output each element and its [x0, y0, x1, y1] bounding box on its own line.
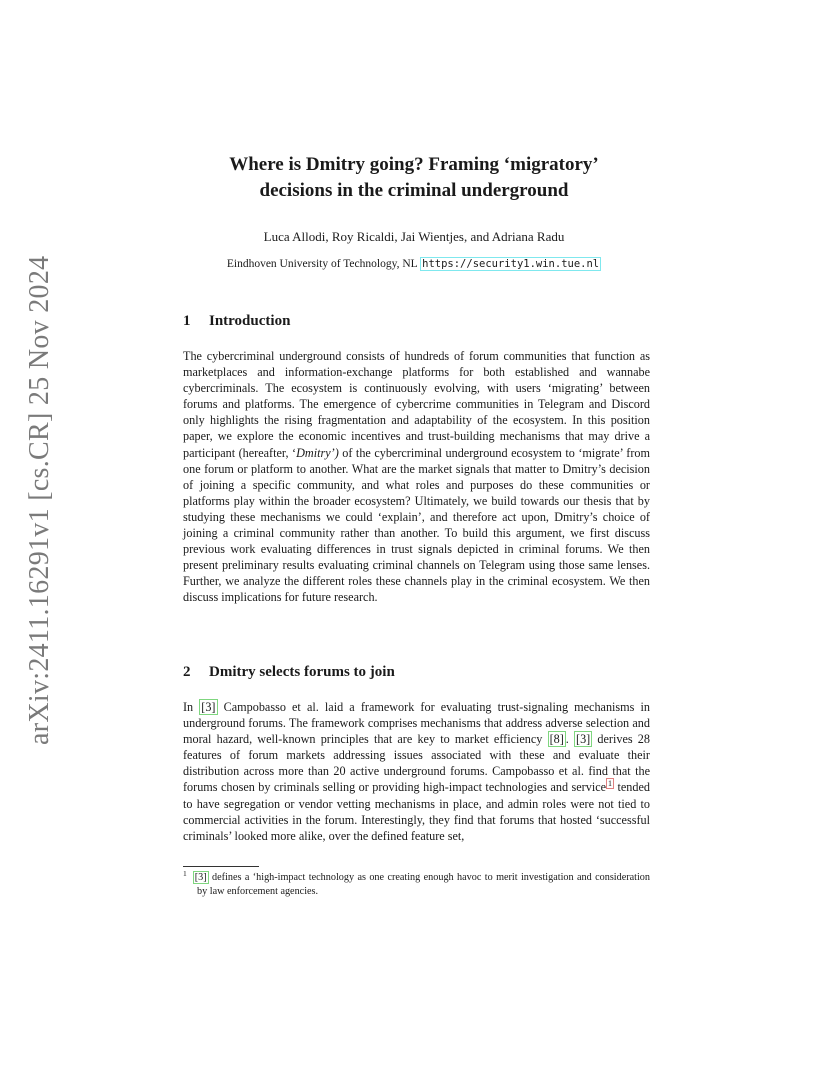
affiliation-url-link[interactable]: https://security1.win.tue.nl	[422, 258, 600, 270]
footnote-number: 1	[183, 868, 187, 878]
footnote-reference-link[interactable]: 1	[608, 779, 613, 789]
paper-title	[150, 152, 678, 204]
section-number: 1	[183, 313, 191, 329]
citation-link[interactable]: [3]	[576, 732, 591, 747]
section-heading-dmitry-selects-forums	[183, 664, 395, 681]
title-line-2: decisions in the criminal underground	[259, 180, 569, 201]
title-line-1: Where is Dmitry going? Framing ‘migratory’	[229, 154, 599, 175]
citation-link[interactable]: [8]	[549, 732, 564, 747]
intro-text-part-2: of the cybercriminal underground ecosystem to ‘migrate’ from one forum or platform to another. What are the market signals that matter to Dmitry’s decision of joining a specific community, and what roles and purposes do these communities or platforms play within the broader ecosystem? Ultimately, we build towards our thesis that by studying these mechanisms we could ‘explain’, and therefore act upon, Dmitry’s choice of joining a criminal community rather than another. To build this argument, we first discuss previous work evaluating differences in trust signals depicted in criminal forums. We then present preliminary results evaluating criminal channels on Telegram using those same lenses. Further, we analyze the different roles these channels play in the criminal ecosystem. We then discuss implications for future research.	[183, 445, 650, 605]
sec2-text: derives 28 features of forum markets addressing issues associated with these and evaluate their distribution across more than 20 active underground forums. Campobasso et al. find that the forums chosen by criminals selling or providing high-impact technologies and service	[183, 732, 650, 795]
sec2-text: In	[183, 700, 200, 714]
sec2-text: tended to have segregation or vendor vetting mechanisms in place, and admin roles were not tied to commercial activities in the forum. Interestingly, they find that forums that hosted ‘successful criminals’ looked more alike, over the defined feature set,	[183, 780, 650, 843]
section-title: Introduction	[209, 313, 291, 329]
footnote-divider	[183, 866, 259, 867]
citation-link[interactable]: [3]	[194, 872, 207, 883]
intro-text-italic: Dmitry’)	[296, 445, 339, 460]
sec2-text: Campobasso et al. laid a framework for evaluating trust-signaling mechanisms in underground forums. The framework comprises mechanisms that address adverse selection and moral hazard, well-known principles that are key to market efficiency	[183, 700, 651, 747]
affiliation-name: Eindhoven University of Technology, NL	[226, 258, 418, 270]
arxiv-identifier-text: arXiv:2411.16291v1 [cs.CR] 25 Nov 2024	[24, 255, 55, 745]
section-title: Dmitry selects forums to join	[209, 664, 395, 680]
author-list: Luca Allodi, Roy Ricaldi, Jai Wientjes, and Adriana Radu	[263, 229, 565, 244]
section-2-paragraph	[183, 699, 650, 844]
footnote	[183, 868, 650, 899]
footnote-text: defines a ‘high-impact technology as one creating enough havoc to merit investigation and consideration by law enforcement agencies.	[197, 872, 650, 897]
section-heading-introduction	[183, 313, 290, 330]
sec2-text: .	[565, 732, 575, 747]
section-number: 2	[183, 664, 191, 680]
affiliation	[150, 258, 678, 270]
intro-text-part-1: The cybercriminal underground consists of hundreds of forum communities that function as marketplaces and information-exchange platforms for both established and wannabe cybercriminals. The ecosystem is continuously evolving, with users ‘migrating’ between forums and platforms. The emergence of cybercrime communities in Telegram and Discord only highlights the rising fragmentation and adaptability of the ecosystem. In this position paper, we explore the economic incentives and trust-building mechanisms that may drive a participant (hereafter, ‘	[183, 349, 650, 460]
introduction-paragraph	[183, 348, 650, 606]
citation-link[interactable]: [3]	[201, 700, 216, 714]
